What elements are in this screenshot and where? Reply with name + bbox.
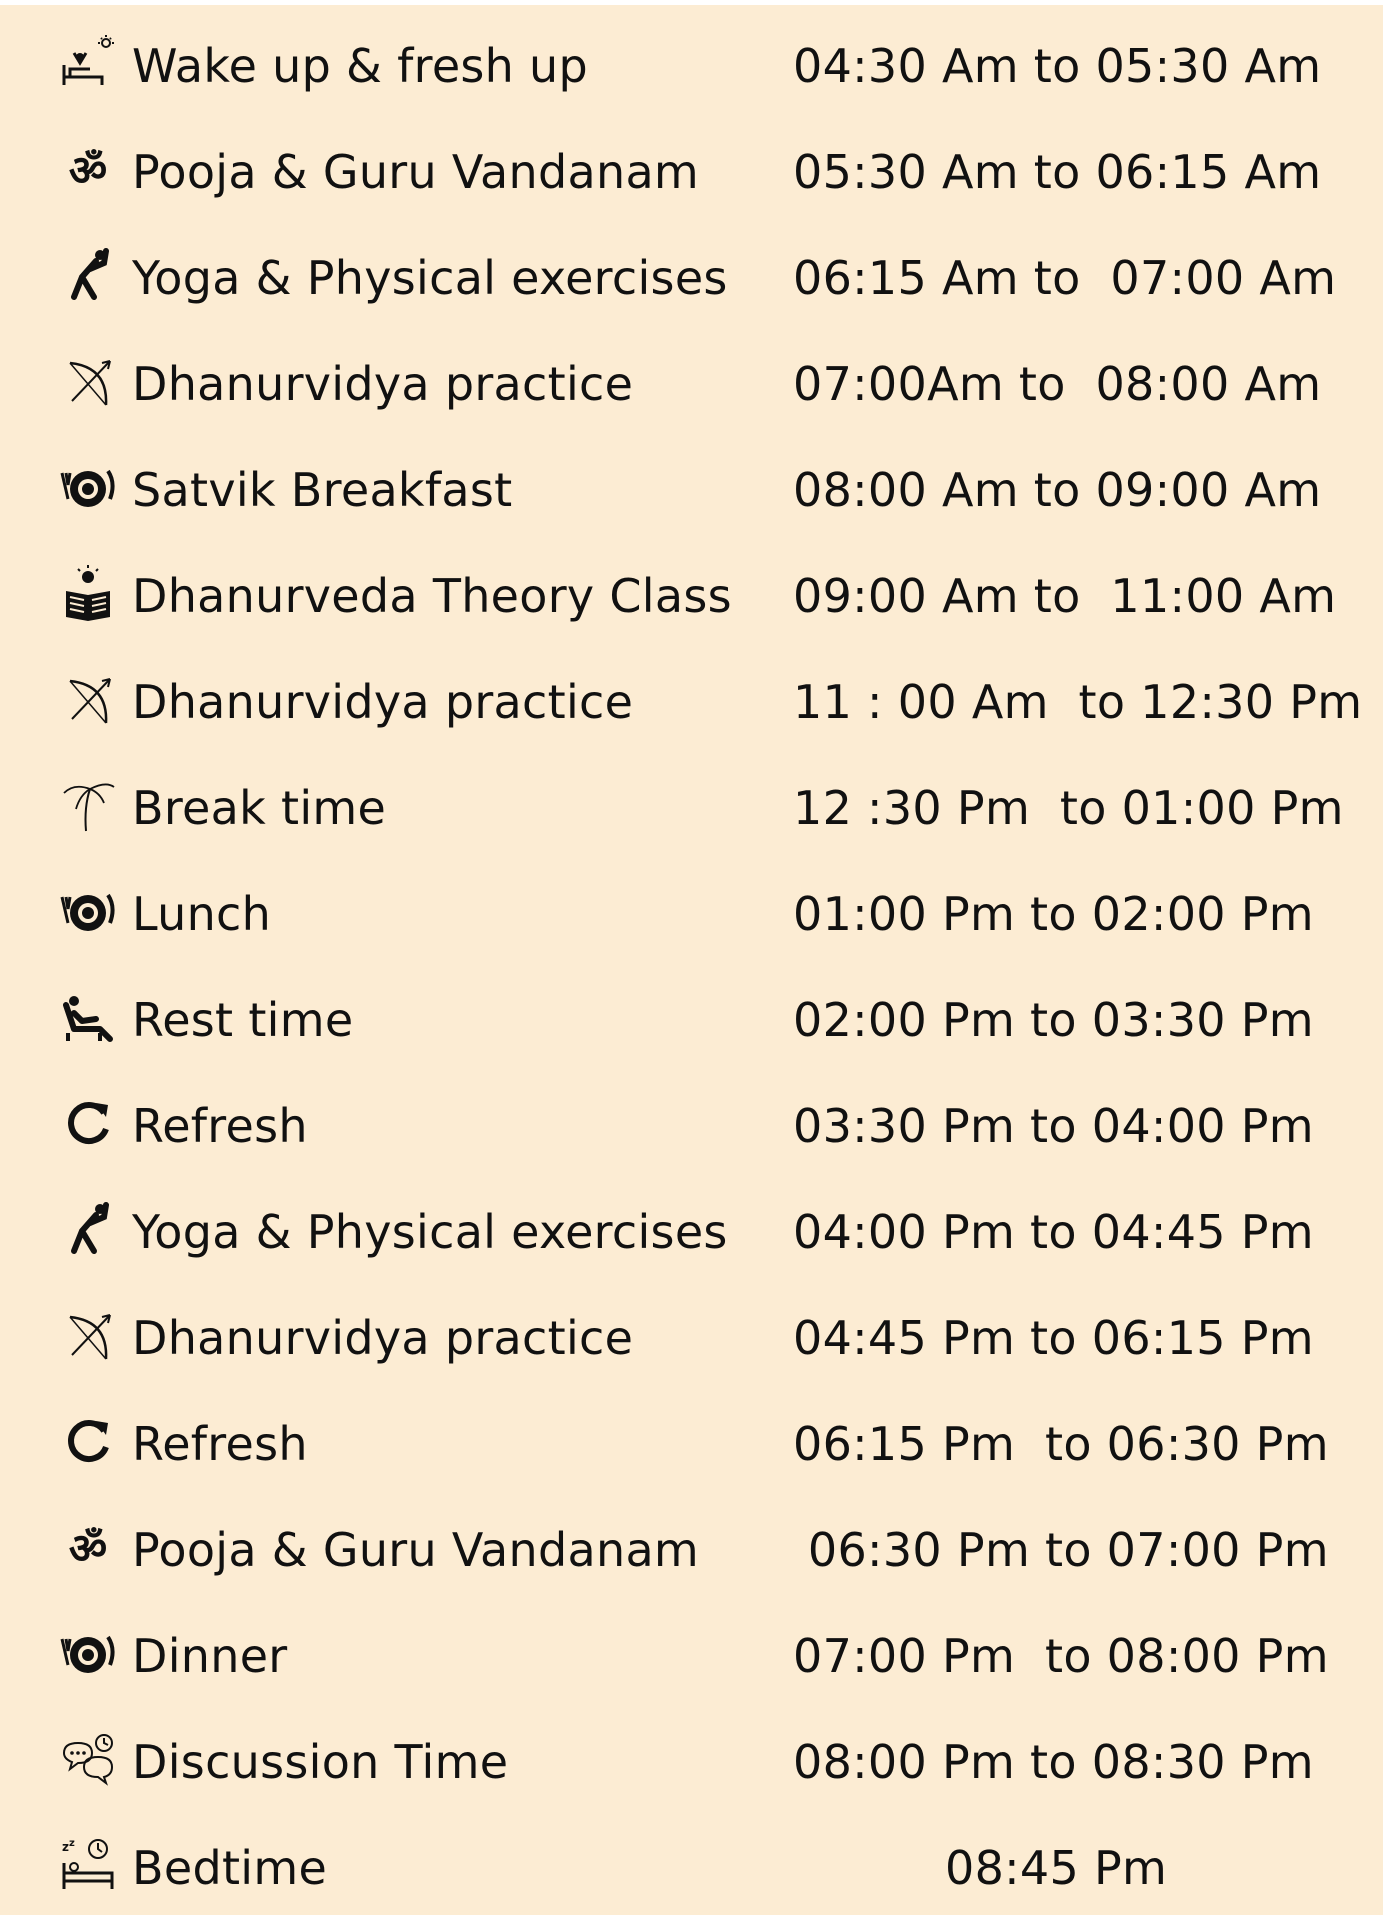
schedule-row xyxy=(0,437,1383,543)
meal-icon xyxy=(60,459,116,515)
schedule-row xyxy=(0,1073,1383,1179)
svg-text:z: z xyxy=(62,1840,69,1854)
time-range: 04:30 Am to 05:30 Am xyxy=(793,39,1322,93)
time-range: 06:15 Am to 07:00 Am xyxy=(793,251,1337,305)
schedule-row xyxy=(0,1391,1383,1497)
activity-label: Lunch xyxy=(132,887,272,941)
activity-label: Yoga & Physical exercises xyxy=(132,1205,728,1259)
activity-label: Bedtime xyxy=(132,1841,328,1895)
bow-arrow-icon xyxy=(60,353,116,409)
activity-label: Wake up & fresh up xyxy=(132,39,589,93)
time-range: 06:30 Pm to 07:00 Pm xyxy=(793,1523,1329,1577)
bow-arrow-icon xyxy=(60,1307,116,1363)
activity-label: Break time xyxy=(132,781,387,835)
schedule-row xyxy=(0,13,1383,119)
bow-arrow-icon xyxy=(60,671,116,727)
schedule-row xyxy=(0,861,1383,967)
schedule-row xyxy=(0,225,1383,331)
refresh-icon xyxy=(60,1413,116,1469)
yoga-icon xyxy=(60,1201,116,1257)
wake-up-icon xyxy=(60,35,116,91)
schedule-row xyxy=(0,331,1383,437)
activity-label: Dhanurvidya practice xyxy=(132,357,634,411)
meal-icon xyxy=(60,883,116,939)
schedule-row xyxy=(0,1815,1383,1921)
activity-label: Refresh xyxy=(132,1099,308,1153)
schedule-row xyxy=(0,1285,1383,1391)
time-range: 04:00 Pm to 04:45 Pm xyxy=(793,1205,1314,1259)
schedule-row xyxy=(0,1179,1383,1285)
time-range: 09:00 Am to 11:00 Am xyxy=(793,569,1337,623)
schedule-row xyxy=(0,1709,1383,1815)
schedule-row xyxy=(0,543,1383,649)
svg-text:ॐ: ॐ xyxy=(68,146,108,195)
time-range: 12 :30 Pm to 01:00 Pm xyxy=(793,781,1344,835)
schedule-row xyxy=(0,755,1383,861)
time-range: 11 : 00 Am to 12:30 Pm xyxy=(793,675,1363,729)
activity-label: Pooja & Guru Vandanam xyxy=(132,1523,700,1577)
svg-text:z: z xyxy=(69,1838,75,1849)
activity-label: Yoga & Physical exercises xyxy=(132,251,728,305)
time-range: 05:30 Am to 06:15 Am xyxy=(793,145,1322,199)
time-range: 01:00 Pm to 02:00 Pm xyxy=(793,887,1314,941)
activity-label: Rest time xyxy=(132,993,354,1047)
time-range: 08:00 Pm to 08:30 Pm xyxy=(793,1735,1314,1789)
time-range: 03:30 Pm to 04:00 Pm xyxy=(793,1099,1314,1153)
activity-label: Refresh xyxy=(132,1417,308,1471)
time-range: 02:00 Pm to 03:30 Pm xyxy=(793,993,1314,1047)
activity-label: Discussion Time xyxy=(132,1735,509,1789)
bedtime-icon xyxy=(60,1837,116,1893)
time-range: 07:00 Pm to 08:00 Pm xyxy=(793,1629,1329,1683)
reading-icon xyxy=(60,565,116,621)
schedule-row xyxy=(0,1497,1383,1603)
time-range: 07:00Am to 08:00 Am xyxy=(793,357,1322,411)
palm-tree-icon xyxy=(60,777,116,833)
recliner-icon xyxy=(60,989,116,1045)
schedule-sheet xyxy=(0,5,1383,1915)
om-icon xyxy=(60,1519,116,1575)
om-icon xyxy=(60,141,116,197)
discussion-icon xyxy=(60,1731,116,1787)
time-range: 08:00 Am to 09:00 Am xyxy=(793,463,1322,517)
meal-icon xyxy=(60,1625,116,1681)
activity-label: Dinner xyxy=(132,1629,288,1683)
activity-label: Dhanurvidya practice xyxy=(132,675,634,729)
activity-label: Dhanurveda Theory Class xyxy=(132,569,732,623)
schedule-row xyxy=(0,1603,1383,1709)
activity-label: Satvik Breakfast xyxy=(132,463,513,517)
refresh-icon xyxy=(60,1095,116,1151)
schedule-row xyxy=(0,649,1383,755)
yoga-icon xyxy=(60,247,116,303)
schedule-row xyxy=(0,119,1383,225)
time-range: 06:15 Pm to 06:30 Pm xyxy=(793,1417,1329,1471)
svg-text:ॐ: ॐ xyxy=(68,1524,108,1573)
activity-label: Pooja & Guru Vandanam xyxy=(132,145,700,199)
activity-label: Dhanurvidya practice xyxy=(132,1311,634,1365)
time-range: 08:45 Pm xyxy=(945,1841,1168,1895)
time-range: 04:45 Pm to 06:15 Pm xyxy=(793,1311,1314,1365)
schedule-row xyxy=(0,967,1383,1073)
